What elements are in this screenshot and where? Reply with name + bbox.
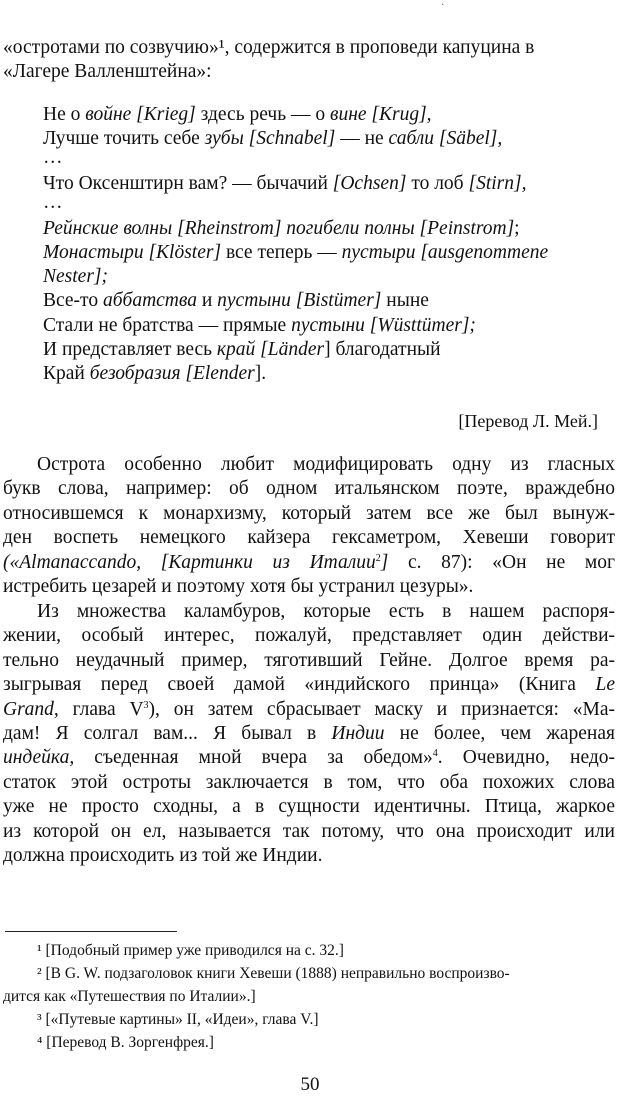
text-span: … <box>43 147 63 169</box>
text-span: должна происходить из той же Индии. <box>3 845 323 867</box>
text-span: и <box>196 290 218 312</box>
text-line <box>3 551 615 575</box>
text-line <box>3 600 615 624</box>
italic-text: ] <box>380 551 389 573</box>
text-line <box>3 649 615 673</box>
text-span: дам! Я солгал вам... Я бывал в <box>3 723 332 745</box>
poem-line <box>43 192 615 217</box>
text-line <box>3 526 615 550</box>
text-span: букв слова, например: об одном итальянском поэте, враждебно <box>3 478 615 500</box>
text-span: здесь речь — о <box>195 104 330 125</box>
paragraph-2 <box>3 600 615 868</box>
text-span: Не о <box>43 104 86 125</box>
italic-text: Монастыри [Klöster] <box>43 241 222 263</box>
text-line <box>3 795 615 819</box>
text-line <box>3 771 615 795</box>
italic-text: пустыни [Bistümer] <box>217 290 382 312</box>
text-span: с. 87): «Он не мог <box>388 551 615 573</box>
text-span: . Очевидно, недо- <box>437 747 616 769</box>
text-line <box>3 844 615 868</box>
text-line <box>3 673 615 697</box>
poem-line <box>43 241 615 265</box>
text-line <box>3 722 615 746</box>
footnote-ref: 4 <box>432 748 438 760</box>
italic-text: Le <box>595 674 615 696</box>
intro-text <box>3 36 615 84</box>
text-span: Все-то <box>43 290 103 312</box>
text-span: зыгрывая перед своей дамой «индийского принца» (Книга <box>3 674 596 696</box>
italic-text: войне [Krieg] <box>85 104 196 125</box>
italic-text: («Almanaccando, [Картинки из Италии <box>3 551 376 573</box>
italic-text: пустыри [ausgenommene <box>341 241 549 263</box>
page-number: 50 <box>300 1074 320 1095</box>
text-span: ; <box>514 217 520 239</box>
footnotes <box>3 939 615 1054</box>
poem-line <box>43 147 615 172</box>
italic-text: сабли [Säbel], <box>388 128 503 150</box>
text-span: ныне <box>381 290 429 312</box>
italic-text: Nester]; <box>43 266 108 288</box>
text-span: Край <box>43 362 90 384</box>
text-span: ]. <box>254 362 267 384</box>
poem-line <box>43 362 615 386</box>
text-span: то лоб <box>406 172 469 194</box>
poem-line <box>43 217 615 241</box>
text-span: съеденная мной вчера за обедом» <box>74 747 433 769</box>
text-span: не более, чем жареная <box>384 723 615 745</box>
text-span: уже не просто сходны, а в сущности идентичны. Птица, жаркое <box>3 796 615 818</box>
text-span: из которой он ел, называется так потому, что она происходит или <box>3 820 615 842</box>
italic-text: [Stirn], <box>468 172 527 194</box>
text-span: Из множества каламбуров, которые есть в нашем распоря- <box>37 601 615 622</box>
footnote-ref: 2 <box>375 552 381 564</box>
text-span: жении, особый интерес, пожалуй, представляет один действи- <box>3 625 615 647</box>
footnote-ref: 3 <box>143 699 149 711</box>
text-line <box>3 820 615 844</box>
italic-text: пустыни [Wüsttümer]; <box>291 314 476 336</box>
italic-text: Рейнские волны [Rheinstrom] погибели полны [Peinstrom] <box>43 217 515 239</box>
footnote-rule <box>5 931 177 932</box>
footnote-2-cont: дится как «Путешествия по Италии».] <box>3 988 256 1005</box>
italic-text: зубы [Schnabel] <box>204 128 336 150</box>
paragraph-1 <box>3 453 615 599</box>
text-line <box>3 698 615 722</box>
footnote-2: ² [В G. W. подзаголовок книги Хевеши (1888) неправильно воспроизво- <box>37 965 510 982</box>
text-line <box>3 624 615 648</box>
poem-line <box>43 338 615 362</box>
stray-mark: · <box>441 0 445 11</box>
text-line <box>3 575 615 599</box>
text-line <box>3 746 615 770</box>
text-span: ), он затем сбрасывает маску и признается: «Ма- <box>148 698 615 720</box>
poem-block <box>43 103 615 386</box>
italic-text: край [Länder <box>216 338 325 360</box>
poem-line <box>43 265 615 289</box>
text-span: истребить цезарей и поэтому хотя бы устранил цезуры». <box>3 576 474 598</box>
italic-text: Индии <box>331 723 385 745</box>
text-span: Что Оксенштирн вам? — бычачий <box>43 172 333 194</box>
intro-line: «Лагере Валленштейна»: <box>3 61 212 82</box>
italic-text: аббатства <box>102 290 197 312</box>
text-span: — не <box>335 128 389 150</box>
text-span: Лучше точить себе <box>43 128 205 150</box>
footnote-4: ⁴ [Перевод В. Зоргенфрея.] <box>37 1034 214 1051</box>
text-line <box>3 453 615 477</box>
text-line <box>3 477 615 501</box>
text-line <box>3 502 615 526</box>
poem-line <box>43 172 615 196</box>
text-span: … <box>43 192 63 214</box>
footnote-1: ¹ [Подобный пример уже приводился на с. 32.] <box>37 942 344 959</box>
text-span: И представляет весь <box>43 338 217 360</box>
poem-line <box>43 103 615 127</box>
text-span: статок этой остроты заключается в том, что оба похожих слова <box>3 771 615 793</box>
italic-text: вине [Krug], <box>329 104 432 125</box>
intro-line: «остротами по созвучию»¹, содержится в проповеди капуцина в <box>3 37 535 58</box>
text-span: относившемся к монархизму, который затем все же был вынуж- <box>3 502 615 524</box>
text-span: ден воспеть немецкого кайзера гексаметром, Хевеши говорит <box>3 527 615 549</box>
text-span: все теперь — <box>221 241 342 263</box>
text-span: Острота особенно любит модифицировать одну из гласных <box>37 454 615 475</box>
italic-text: Grand, <box>3 698 59 720</box>
poem-line <box>43 289 615 313</box>
footnote-3: ³ [«Путевые картины» II, «Идеи», глава V.] <box>37 1011 319 1028</box>
italic-text: безобразия [Elender <box>89 362 255 384</box>
italic-text: [Ochsen] <box>332 172 407 194</box>
text-span: глава V <box>58 698 144 720</box>
translator-note: [Перевод Л. Мей.] <box>458 411 598 431</box>
italic-text: индейка, <box>3 747 75 769</box>
text-span: Стали не братства — прямые <box>43 314 292 336</box>
poem-line <box>43 314 615 338</box>
poem-line <box>43 127 615 151</box>
text-span: тельно неудачный пример, тяготивший Гейне. Долгое время ра- <box>3 649 615 671</box>
text-span: ] благодатный <box>324 338 441 360</box>
